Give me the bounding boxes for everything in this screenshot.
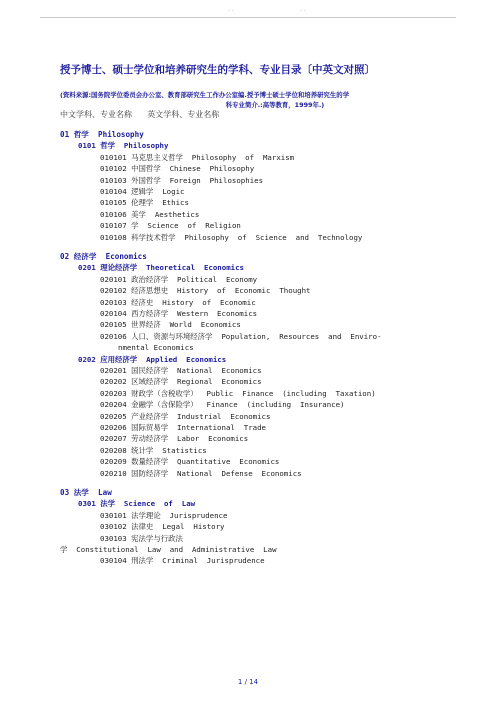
second-level-discipline: 020102 经济思想史 History of Economic Thought — [100, 286, 311, 296]
discipline-category: 02 经济学 Economics — [60, 252, 147, 261]
second-level-discipline: nmental Economics — [118, 343, 194, 353]
source-note-line-2: 科专业简介.:高等教育，1999年.) — [225, 101, 325, 109]
second-level-discipline: 030101 法学理论 Jurisprudence — [100, 510, 228, 520]
second-level-discipline: 030103 宪法学与行政法 — [100, 533, 183, 543]
second-level-discipline: 020207 劳动经济学 Labor Economics — [100, 434, 249, 444]
second-level-discipline: 030104 刑法学 Criminal Jurisprudence — [100, 556, 265, 566]
document-title: 授予博士、硕士学位和培养研究生的学科、专业目录〔中英文对照〕 — [60, 64, 375, 76]
second-level-discipline: 020210 国防经济学 National Defense Economics — [100, 468, 302, 478]
second-level-discipline: 020202 区域经济学 Regional Economics — [100, 377, 262, 387]
page-header-marks — [0, 6, 496, 14]
first-level-discipline: 0301 法学 Science of Law — [78, 499, 196, 509]
second-level-discipline: 020203 财政学（含税收学） Public Finance (including Taxation) — [100, 388, 376, 398]
second-level-discipline: 010107 学 Science of Religion — [100, 221, 241, 231]
second-level-discipline: 010105 伦理学 Ethics — [100, 198, 189, 208]
second-level-discipline: 020106 人口、资源与环境经济学 Population, Resources and Enviro- — [100, 331, 382, 341]
second-level-discipline: 010106 美学 Aesthetics — [100, 209, 200, 219]
second-level-discipline: 020101 政治经济学 Political Economy — [100, 274, 258, 284]
column-heading: 中文学科、专业名称 英文学科、专业名称 — [60, 110, 220, 119]
header-rule — [40, 17, 456, 18]
second-level-discipline: 020204 金融学（含保险学） Finance (including Insurance) — [100, 400, 345, 410]
second-level-discipline: 020104 西方经济学 Western Economics — [100, 309, 258, 318]
first-level-discipline: 0202 应用经济学 Applied Economics — [78, 354, 227, 364]
second-level-discipline: 020103 经济史 History of Economic — [100, 297, 256, 307]
second-level-discipline: 010102 中国哲学 Chinese Philosophy — [100, 164, 255, 174]
first-level-discipline: 0101 哲学 Philosophy — [78, 141, 169, 151]
discipline-category: 01 哲学 Philosophy — [60, 130, 144, 139]
second-level-discipline: 020105 世界经济 World Economics — [100, 320, 241, 330]
second-level-discipline: 030102 法律史 Legal History — [100, 522, 225, 532]
second-level-discipline: 010101 马克思主义哲学 Philosophy of Marxism — [100, 152, 295, 162]
second-level-discipline: 020209 数量经济学 Quantitative Economics — [100, 457, 280, 467]
second-level-discipline: 010108 科学技术哲学 Philosophy of Science and Technology — [100, 232, 363, 242]
header-mark-left: . . — [228, 6, 234, 13]
second-level-discipline: 020201 国民经济学 National Economics — [100, 366, 262, 375]
source-note — [60, 90, 470, 110]
second-level-discipline: 010104 逻辑学 Logic — [100, 187, 185, 196]
header-mark-right: . . — [300, 6, 306, 13]
source-note-line-1: (资料来源:国务院学位委员会办公室、教育部研究生工作办公室编.授予博士硕士学位和培养研究生的学 — [60, 91, 350, 99]
page-number: 1 / 14 — [237, 678, 259, 686]
second-level-discipline: 020206 国际贸易学 International Trade — [100, 423, 266, 432]
second-level-discipline: 020208 统计学 Statistics — [100, 445, 207, 455]
second-level-discipline: 020205 产业经济学 Industrial Economics — [100, 411, 271, 421]
discipline-category: 03 法学 Law — [60, 488, 112, 497]
second-level-discipline: 学 Constitutional Law and Administrative Law — [60, 545, 277, 554]
first-level-discipline: 0201 理论经济学 Theoretical Economics — [78, 263, 244, 273]
second-level-discipline: 010103 外国哲学 Foreign Philosophies — [100, 175, 264, 185]
